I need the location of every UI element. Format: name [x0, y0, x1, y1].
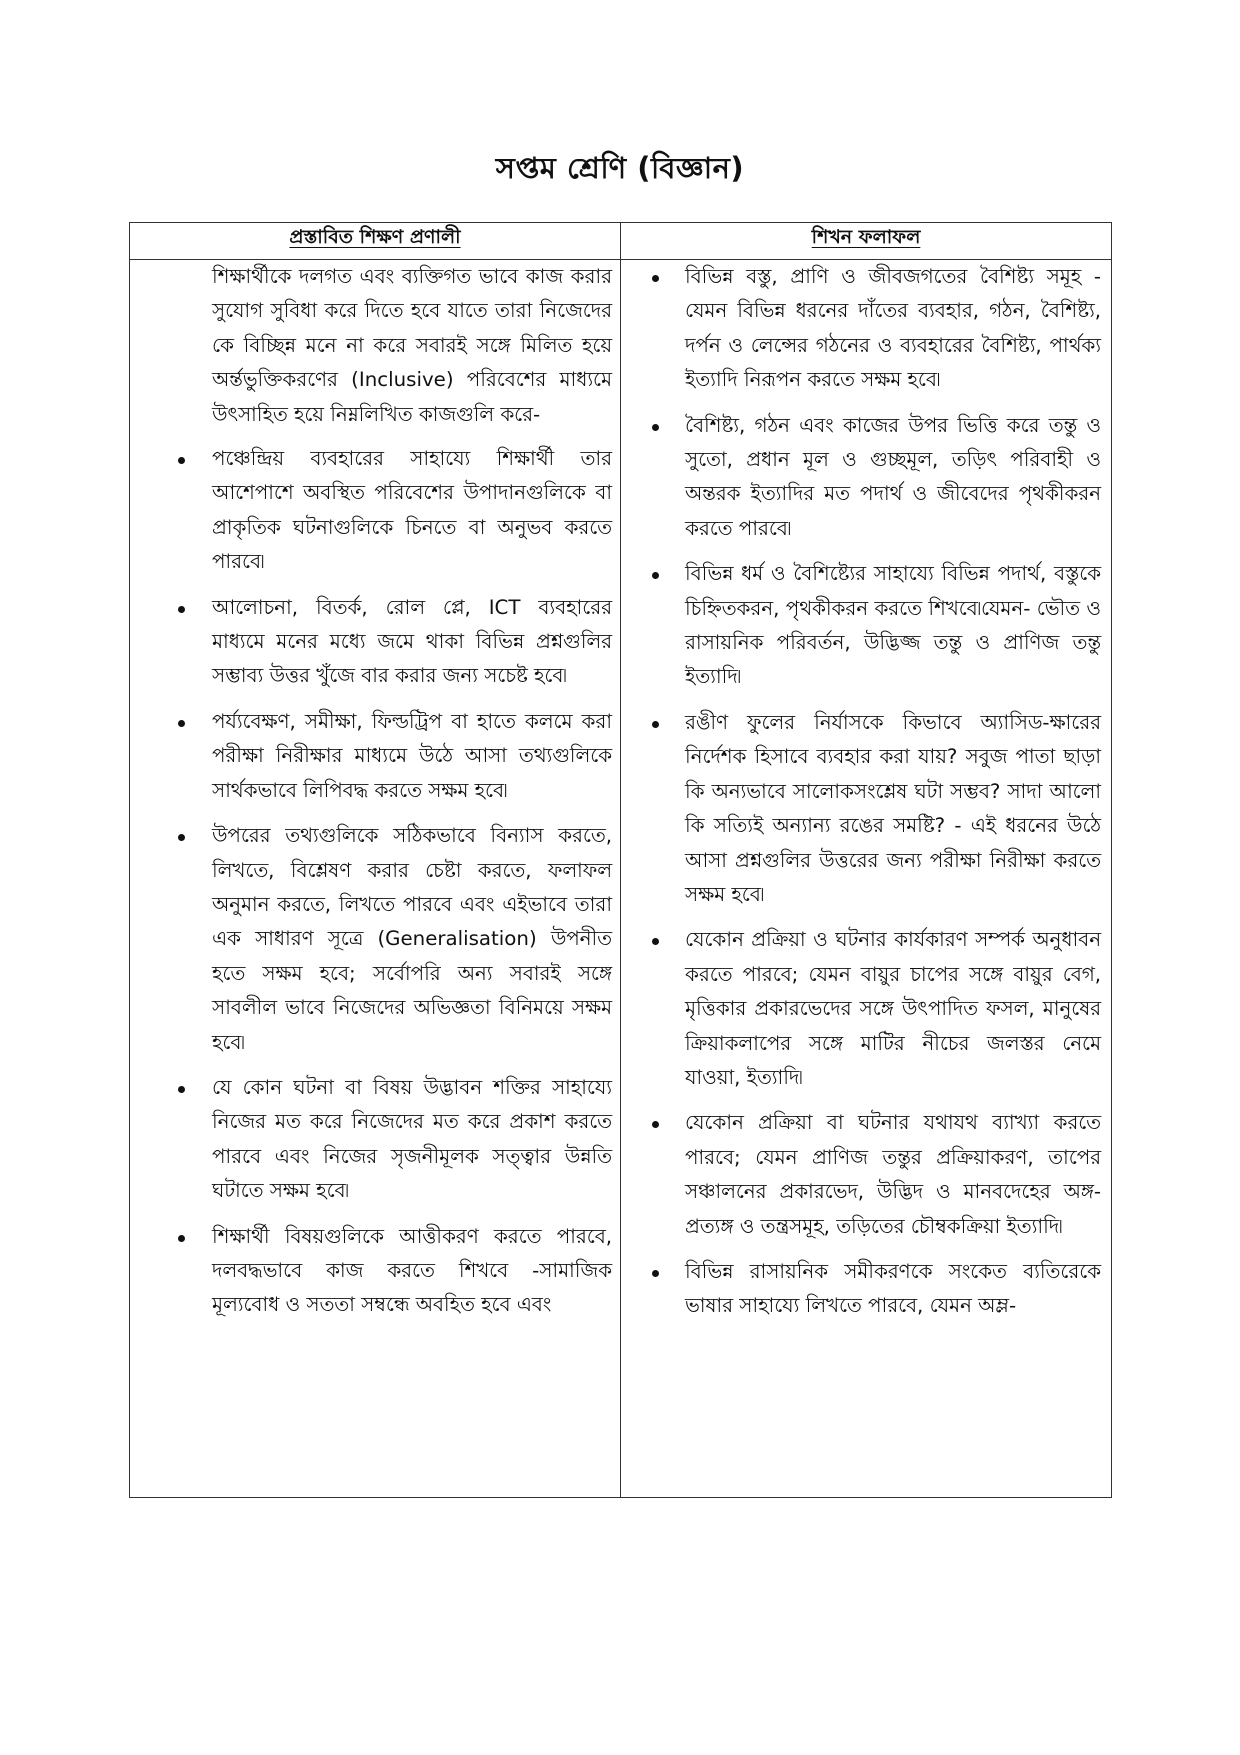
bullet-icon	[652, 1270, 659, 1277]
teaching-method-cell	[130, 260, 621, 1498]
teaching-method-list	[212, 442, 612, 1323]
curriculum-table	[129, 222, 1112, 1498]
learning-outcome-list	[685, 260, 1101, 1324]
header-learning-outcome: শিখন ফলাফল	[621, 223, 1112, 260]
learning-outcome-cell	[621, 260, 1112, 1498]
list-item-text: বিভিন্ন ধর্ম ও বৈশিষ্ট্যের সাহায্যে বিভিন্ন পদার্থ, বস্তুকে চিহ্নিতকরন, পৃথকীকরন করতে শিখবে৷যেমন- ভৌত ও রাসায়নিক পরিবর্তন, উদ্ভিজ্জ তন্তু ও প্রাণিজ তন্তু ইত্যাদি৷	[685, 562, 1101, 689]
list-item	[685, 260, 1101, 398]
list-item	[212, 819, 612, 1060]
header-teaching-method: প্রস্তাবিত শিক্ষণ প্রণালী	[130, 223, 621, 260]
bullet-icon	[652, 424, 659, 431]
list-item-text: উপরের তথ্যগুলিকে সঠিকভাবে বিন্যাস করতে, লিখতে, বিশ্লেষণ করার চেষ্টা করতে, ফলাফল অনুমান করতে, লিখতে পারবে এবং এইভাবে তারা এক সাধারণ সূত্রে (Generalisation) উপনীত হতে সক্ষম হবে; সর্বোপরি অন্য সবারই সঙ্গে সাবলীল ভাবে নিজেদের অভিজ্ঞতা বিনিময়ে সক্ষম হবে৷	[212, 824, 612, 1054]
list-item-text: আলোচনা, বিতর্ক, রোল প্লে, ICT ব্যবহারের মাধ্যমে মনের মধ্যে জমে থাকা বিভিন্ন প্রশ্নগুলির সম্ভাব্য উত্তর খুঁজে বার করার জন্য সচেষ্ট হবে৷	[212, 595, 612, 688]
bullet-icon	[652, 275, 659, 282]
bullet-icon	[178, 720, 185, 727]
list-item	[212, 705, 612, 808]
list-item	[212, 1220, 612, 1323]
page-title: সপ্তম শ্রেণি (বিজ্ঞান)	[495, 151, 745, 185]
bullet-icon	[178, 457, 185, 464]
list-item-text: যে কোন ঘটনা বা বিষয় উদ্ভাবন শক্তির সাহায্যে নিজের মত করে নিজেদের মত করে প্রকাশ করতে পারবে এবং নিজের সৃজনীমূলক সত্ত্বার উন্নতি ঘটাতে সক্ষম হবে৷	[212, 1075, 612, 1203]
list-item-text: বিভিন্ন বস্তু, প্রাণি ও জীবজগতের বৈশিষ্ট্য সমূহ - যেমন বিভিন্ন ধরনের দাঁতের ব্যবহার, গঠন, বৈশিষ্ট্য, দর্পন ও লেন্সের গঠনের ও ব্যবহারের বৈশিষ্ট্য, পার্থক্য ইত্যাদি নিরূপন করতে সক্ষম হবে৷	[685, 265, 1101, 392]
bullet-icon	[652, 938, 659, 945]
list-item-text: বিভিন্ন রাসায়নিক সমীকরণকে সংকেত ব্যতিরেকে ভাষার সাহায্যে লিখতে পারবে, যেমন অম্ল-	[685, 1259, 1101, 1318]
list-item	[212, 442, 612, 580]
list-item-text: রঙীণ ফুলের নির্যাসকে কিভাবে অ্যাসিড-ক্ষারের নির্দেশক হিসাবে ব্যবহার করা যায়? সবুজ পাতা ছাড়া কি অন্যভাবে সালোকসংশ্লেষ ঘটা সম্ভব? সাদা আলো কি সত্যিই অন্যান্য রঙের সমষ্টি? - এই ধরনের উঠে আসা প্রশ্নগুলির উত্তরের জন্য পরীক্ষা নিরীক্ষা করতে সক্ষম হবে৷	[685, 710, 1101, 906]
bullet-icon	[652, 572, 659, 579]
list-item	[685, 706, 1101, 912]
bullet-icon	[178, 1086, 185, 1093]
list-item	[212, 1071, 612, 1209]
list-item	[685, 409, 1101, 547]
list-item	[685, 1106, 1101, 1244]
list-item-text: যেকোন প্রক্রিয়া ও ঘটনার কার্যকারণ সম্পর্ক অনুধাবন করতে পারবে; যেমন বায়ুর চাপের সঙ্গে বায়ুর বেগ, মৃত্তিকার প্রকারভেদের সঙ্গে উৎপাদিত ফসল, মানুষের ক্রিয়াকলাপের সঙ্গে মাটির নীচের জলস্তর নেমে যাওয়া, ইত্যাদি৷	[685, 928, 1101, 1089]
list-item-text: যেকোন প্রক্রিয়া বা ঘটনার যথাযথ ব্যাখ্যা করতে পারবে; যেমন প্রাণিজ তন্তুর প্রক্রিয়াকরণ, তাপের সঞ্চালনের প্রকারভেদ, উদ্ভিদ ও মানবদেহের অঙ্গ-প্রত্যঙ্গ ও তন্ত্রসমূহ, তড়িতের চৌম্বকক্রিয়া ইত্যাদি৷	[685, 1111, 1101, 1238]
bullet-icon	[652, 1121, 659, 1128]
list-item	[685, 1255, 1101, 1324]
list-item-text: পঞ্চেন্দ্রিয় ব্যবহারের সাহায্যে শিক্ষার্থী তার আশেপাশে অবস্থিত পরিবেশের উপাদানগুলিকে বা প্রাকৃতিক ঘটনাগুলিকে চিনতে বা অনুভব করতে পারবে৷	[212, 447, 612, 574]
bullet-icon	[178, 834, 185, 841]
teaching-method-intro: শিক্ষার্থীকে দলগত এবং ব্যক্তিগত ভাবে কাজ করার সুযোগ সুবিধা করে দিতে হবে যাতে তারা নিজেদের কে বিচ্ছিন্ন মনে না করে সবারই সঙ্গে মিলিত হয়ে অর্ন্তভুক্তিকরণের (Inclusive) পরিবেশের মাধ্যমে উৎসাহিত হয়ে নিম্নলিখিত কাজগুলি করে-	[212, 265, 612, 426]
list-item	[212, 591, 612, 694]
bullet-icon	[178, 606, 185, 613]
list-item-text: বৈশিষ্ট্য, গঠন এবং কাজের উপর ভিত্তি করে তন্তু ও সুতো, প্রধান মূল ও গুচ্ছমূল, তড়িৎ পরিবাহী ও অন্তরক ইত্যাদির মত পদার্থ ও জীবেদের পৃথকীকরন করতে পারবে৷	[685, 413, 1101, 540]
bullet-icon	[178, 1235, 185, 1242]
bullet-icon	[652, 721, 659, 728]
list-item	[685, 923, 1101, 1095]
list-item	[685, 557, 1101, 695]
list-item-text: শিক্ষার্থী বিষয়গুলিকে আত্তীকরণ করতে পারবে, দলবদ্ধভাবে কাজ করতে শিখবে -সামাজিক মূল্যবোধ ও সততা সম্বন্ধে অবহিত হবে এবং	[212, 1224, 612, 1317]
list-item-text: পর্য্যবেক্ষণ, সমীক্ষা, ফিল্ডট্রিপ বা হাতে কলমে করা পরীক্ষা নিরীক্ষার মাধ্যমে উঠে আসা তথ্যগুলিকে সার্থকভাবে লিপিবদ্ধ করতে সক্ষম হবে৷	[212, 709, 612, 802]
